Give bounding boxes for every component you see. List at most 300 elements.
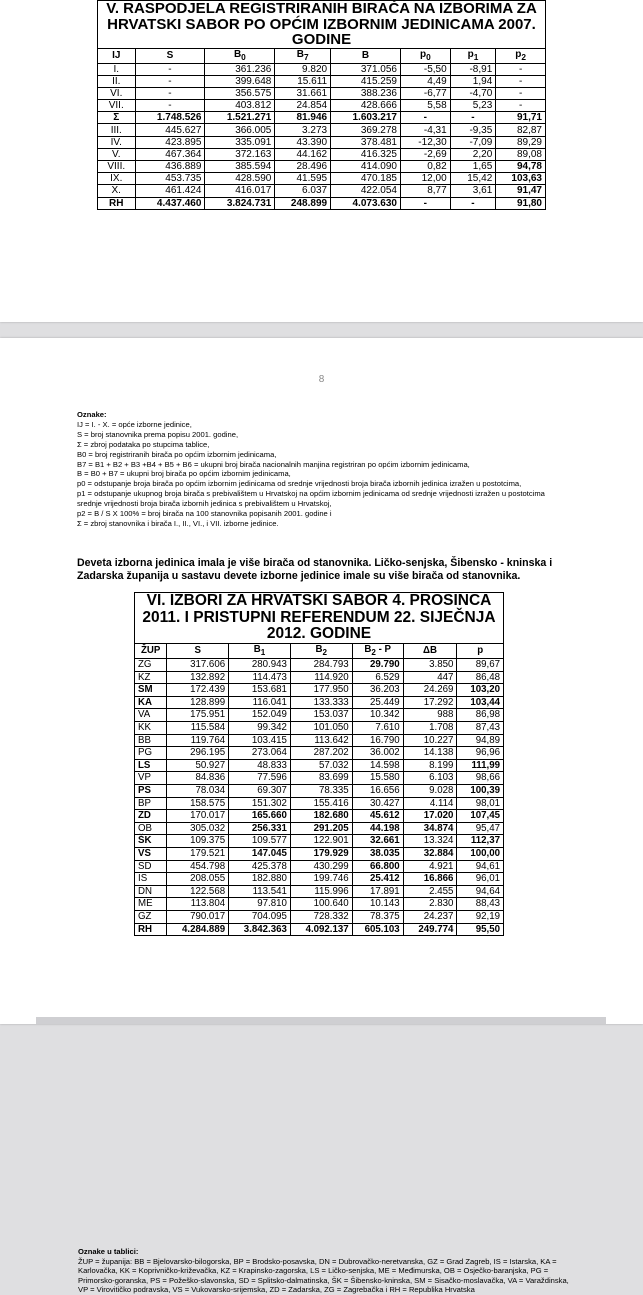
table-cell: 385.594: [205, 161, 275, 173]
legend-line: B = B0 + B7 = ukupni broj birača po općim izbornim jedinicama,: [77, 469, 291, 479]
table-cell: -: [496, 100, 546, 112]
legend-line: B0 = broj registriranih birača po općim izbornim jedinicama,: [77, 449, 277, 459]
table-cell: 103,20: [457, 684, 504, 697]
table-cell: 36.203: [352, 684, 403, 697]
table-row: [135, 822, 504, 835]
table-cell: 6.037: [275, 185, 331, 197]
table-cell: PG: [135, 747, 167, 760]
legend-title: Oznake u tablici:: [78, 1247, 139, 1256]
legend-line: B7 = B1 + B2 + B3 +B4 + B5 + B6 = ukupni broj birača nacionalnih manjina registriran po općim izbornim jedinicama,: [77, 459, 470, 469]
table-cell: 423.895: [135, 136, 205, 148]
table-cell: 98,01: [457, 797, 504, 810]
table-row: [135, 885, 504, 898]
table-cell: 1.603.217: [331, 112, 401, 124]
table-cell: 436.889: [135, 161, 205, 173]
table-cell: 249.774: [403, 923, 457, 936]
table-cell: 15.580: [352, 772, 403, 785]
table-cell: 177.950: [290, 684, 352, 697]
table-cell: -5,50: [401, 63, 451, 75]
table-cell: 172.439: [167, 684, 229, 697]
table-cell: KA: [135, 696, 167, 709]
table-cell: 95,47: [457, 822, 504, 835]
table-cell: 15,42: [450, 173, 496, 185]
table-row: [98, 161, 546, 173]
table-cell: 158.575: [167, 797, 229, 810]
table-row: [98, 136, 546, 148]
table-cell: 153.037: [290, 709, 352, 722]
col-header: $p_0$: [401, 48, 451, 63]
table-cell: 8.199: [403, 759, 457, 772]
table-cell: -8,91: [450, 63, 496, 75]
table-cell: LS: [135, 759, 167, 772]
table-cell: 1,65: [450, 161, 496, 173]
table-cell: 15.611: [275, 75, 331, 87]
table-cell: 4.073.630: [331, 197, 401, 209]
col-header: IJ: [98, 48, 136, 63]
table-cell: GZ: [135, 910, 167, 923]
table-cell: -4,70: [450, 87, 496, 99]
table-cell: 199.746: [290, 873, 352, 886]
col-header: B: [331, 48, 401, 63]
table-cell: 17.020: [403, 810, 457, 823]
legend-line: p2 = B / S X 100% = broj birača na 100 stanovnika popisanih 2001. godine i: [77, 509, 332, 519]
table-cell: -: [401, 112, 451, 124]
table-cell: 111,99: [457, 759, 504, 772]
table-cell: 422.054: [331, 185, 401, 197]
legend-line: S = broj stanovnika prema popisu 2001. godine,: [77, 429, 239, 439]
table-cell: ZD: [135, 810, 167, 823]
table-legend: [78, 1247, 578, 1295]
table-cell: KK: [135, 722, 167, 735]
table-row: [135, 923, 504, 936]
table-cell: 728.332: [290, 910, 352, 923]
table-cell: 208.055: [167, 873, 229, 886]
table-cell: 28.496: [275, 161, 331, 173]
table-cell: 100,00: [457, 847, 504, 860]
table-cell: 41.595: [275, 173, 331, 185]
table-cell: 2.455: [403, 885, 457, 898]
table-cell: 119.764: [167, 734, 229, 747]
table-cell: 99.342: [229, 722, 291, 735]
table-cell: 57.032: [290, 759, 352, 772]
table-cell: 78.375: [352, 910, 403, 923]
table-cell: 147.045: [229, 847, 291, 860]
table-cell: -6,77: [401, 87, 451, 99]
table-cell: 3.824.731: [205, 197, 275, 209]
table-cell: 115.996: [290, 885, 352, 898]
table-row: [135, 759, 504, 772]
table-cell: BP: [135, 797, 167, 810]
table-row: [98, 75, 546, 87]
table-cell: V.: [98, 148, 136, 160]
table-cell: IV.: [98, 136, 136, 148]
table-cell: 103,63: [496, 173, 546, 185]
col-header: S: [167, 643, 229, 659]
table-cell: 3.850: [403, 659, 457, 672]
table-cell: 296.195: [167, 747, 229, 760]
table-cell: 116.041: [229, 696, 291, 709]
table-cell: 9.028: [403, 784, 457, 797]
table-cell: 97.810: [229, 898, 291, 911]
table-row: [135, 860, 504, 873]
elections-2011-table: [134, 592, 504, 936]
table-cell: 6.529: [352, 671, 403, 684]
voter-distribution-2007-table: [97, 0, 546, 210]
table-cell: 414.090: [331, 161, 401, 173]
table-cell: 467.364: [135, 148, 205, 160]
table-cell: 100.640: [290, 898, 352, 911]
table-cell: 7.610: [352, 722, 403, 735]
table-row: [98, 112, 546, 124]
table-cell: RH: [98, 197, 136, 209]
table-cell: 87,43: [457, 722, 504, 735]
table-cell: 9.820: [275, 63, 331, 75]
table-cell: 81.946: [275, 112, 331, 124]
table-cell: 78.335: [290, 784, 352, 797]
table-row: [135, 722, 504, 735]
table-cell: 182.680: [290, 810, 352, 823]
table-cell: BB: [135, 734, 167, 747]
table-cell: X.: [98, 185, 136, 197]
table-cell: 96,01: [457, 873, 504, 886]
table-cell: IS: [135, 873, 167, 886]
table-cell: VIII.: [98, 161, 136, 173]
table-cell: 50.927: [167, 759, 229, 772]
document-page-1: [0, 0, 643, 322]
table-cell: 44.198: [352, 822, 403, 835]
table-cell: 790.017: [167, 910, 229, 923]
table-cell: 416.325: [331, 148, 401, 160]
table-cell: VA: [135, 709, 167, 722]
table-cell: -7,09: [450, 136, 496, 148]
table-cell: 36.002: [352, 747, 403, 760]
table-cell: 430.299: [290, 860, 352, 873]
table-cell: 447: [403, 671, 457, 684]
table-cell: 83.699: [290, 772, 352, 785]
table-cell: 4.284.889: [167, 923, 229, 936]
table-cell: 78.034: [167, 784, 229, 797]
table-header-row: [135, 643, 504, 659]
table-cell: 98,66: [457, 772, 504, 785]
table-cell: 256.331: [229, 822, 291, 835]
table-row: [135, 709, 504, 722]
legend-line: Σ = zbroj stanovnika i birača I., II., VI., i VII. izborne jedinice.: [77, 518, 279, 528]
table-cell: 179.929: [290, 847, 352, 860]
table-cell: 155.416: [290, 797, 352, 810]
table-cell: 14.598: [352, 759, 403, 772]
table-cell: OB: [135, 822, 167, 835]
legend-line: Σ = zbroj podataka po stupcima tablice,: [77, 439, 210, 449]
legend: [77, 410, 567, 529]
table-cell: 14.138: [403, 747, 457, 760]
table-cell: 1.708: [403, 722, 457, 735]
table-cell: 287.202: [290, 747, 352, 760]
col-header: ΔB: [403, 643, 457, 659]
table-row: [135, 847, 504, 860]
table-cell: 89,08: [496, 148, 546, 160]
table-cell: 372.163: [205, 148, 275, 160]
table-cell: 356.575: [205, 87, 275, 99]
table-cell: 371.056: [331, 63, 401, 75]
table-cell: 122.901: [290, 835, 352, 848]
summary-paragraph: Deveta izborna jedinica imala je više birača od stanovnika. Ličko-senjska, Šibensko - kninska i Zadarska županija u sastavu devete izborne jedinice imale su više birača od stanovnika.: [77, 557, 553, 582]
table-cell: 101.050: [290, 722, 352, 735]
table-cell: 88,43: [457, 898, 504, 911]
table-cell: 17.292: [403, 696, 457, 709]
table-cell: 461.424: [135, 185, 205, 197]
table-cell: 0,82: [401, 161, 451, 173]
table-cell: 704.095: [229, 910, 291, 923]
table-row: [98, 63, 546, 75]
table-row: [135, 835, 504, 848]
table-cell: 378.481: [331, 136, 401, 148]
table-cell: -: [135, 87, 205, 99]
table-cell: 428.590: [205, 173, 275, 185]
table-cell: 109.375: [167, 835, 229, 848]
table-cell: 86,98: [457, 709, 504, 722]
col-header: $p_2$: [496, 48, 546, 63]
table-cell: -: [496, 87, 546, 99]
table-cell: 2.830: [403, 898, 457, 911]
col-header: S: [135, 48, 205, 63]
table-row: [98, 87, 546, 99]
table-cell: 17.891: [352, 885, 403, 898]
table-row: [135, 784, 504, 797]
table-cell: 1.521.271: [205, 112, 275, 124]
table-row: [135, 696, 504, 709]
table-cell: 16.790: [352, 734, 403, 747]
table-title: VI. IZBORI ZA HRVATSKI SABOR 4. PROSINCA 2011. I PRISTUPNI REFERENDUM 22. SIJEČNJA 2012. GODINE: [135, 593, 504, 644]
legend-line: IJ = I. - X. = opće izborne jedinice,: [77, 419, 192, 429]
table-cell: 175.951: [167, 709, 229, 722]
table-cell: 445.627: [135, 124, 205, 136]
table-cell: 399.648: [205, 75, 275, 87]
table-cell: 24.854: [275, 100, 331, 112]
table-cell: 113.804: [167, 898, 229, 911]
col-header: $B_0$: [205, 48, 275, 63]
table-cell: -: [401, 197, 451, 209]
table-row: [98, 197, 546, 209]
table-row: [98, 148, 546, 160]
col-header: $B_1$: [229, 643, 291, 659]
table-header-row: [98, 48, 546, 63]
table-cell: 1.748.526: [135, 112, 205, 124]
table-cell: 44.162: [275, 148, 331, 160]
table-cell: 122.568: [167, 885, 229, 898]
table-cell: 92,19: [457, 910, 504, 923]
table-cell: 95,50: [457, 923, 504, 936]
col-header: $B_2$: [290, 643, 352, 659]
table-cell: 94,89: [457, 734, 504, 747]
table-cell: 24.237: [403, 910, 457, 923]
table-cell: 4.114: [403, 797, 457, 810]
table-cell: 84.836: [167, 772, 229, 785]
col-header: ŽUP: [135, 643, 167, 659]
table-cell: 112,37: [457, 835, 504, 848]
table-cell: 4.437.460: [135, 197, 205, 209]
table-cell: -: [496, 63, 546, 75]
table-cell: 16.866: [403, 873, 457, 886]
table-row: [98, 124, 546, 136]
table-cell: 428.666: [331, 100, 401, 112]
table-cell: 45.612: [352, 810, 403, 823]
col-header: $p_1$: [450, 48, 496, 63]
table-cell: 69.307: [229, 784, 291, 797]
col-header: $B_2$ - P: [352, 643, 403, 659]
table-cell: 128.899: [167, 696, 229, 709]
table-row: [135, 898, 504, 911]
table-cell: 280.943: [229, 659, 291, 672]
table-cell: 1,94: [450, 75, 496, 87]
table-cell: 153.681: [229, 684, 291, 697]
table-cell: 25.449: [352, 696, 403, 709]
table-cell: 12,00: [401, 173, 451, 185]
table-cell: SM: [135, 684, 167, 697]
table-cell: 38.035: [352, 847, 403, 860]
table-row: [135, 659, 504, 672]
table-cell: 10.143: [352, 898, 403, 911]
table-row: [135, 910, 504, 923]
table-cell: 403.812: [205, 100, 275, 112]
table-cell: IX.: [98, 173, 136, 185]
table-row: [98, 185, 546, 197]
table-cell: -: [135, 75, 205, 87]
table-cell: 4,49: [401, 75, 451, 87]
table-cell: 103.415: [229, 734, 291, 747]
table-cell: -: [450, 112, 496, 124]
table-cell: 10.342: [352, 709, 403, 722]
document-page-2: [0, 338, 643, 1295]
table-cell: 248.899: [275, 197, 331, 209]
table-cell: 25.412: [352, 873, 403, 886]
table-cell: -9,35: [450, 124, 496, 136]
table-cell: 170.017: [167, 810, 229, 823]
table-cell: 91,80: [496, 197, 546, 209]
table-cell: 284.793: [290, 659, 352, 672]
table-cell: -4,31: [401, 124, 451, 136]
table-cell: -: [496, 75, 546, 87]
table-cell: 416.017: [205, 185, 275, 197]
table-row: [135, 734, 504, 747]
table-row: [135, 772, 504, 785]
table-cell: 113.642: [290, 734, 352, 747]
legend-line: p0 = odstupanje broja birača po općim izbornim jedinicama od srednje vrijednosti broja birača izbornih jedinica izražen u postotcima,: [77, 479, 522, 489]
table-cell: 453.735: [135, 173, 205, 185]
table-cell: 2,20: [450, 148, 496, 160]
table-cell: ŠK: [135, 835, 167, 848]
table-body: [98, 63, 546, 209]
table-row: [135, 671, 504, 684]
table-cell: -: [450, 197, 496, 209]
table-cell: 415.259: [331, 75, 401, 87]
table-cell: PS: [135, 784, 167, 797]
table-cell: 43.390: [275, 136, 331, 148]
table-cell: 16.656: [352, 784, 403, 797]
table-cell: 369.278: [331, 124, 401, 136]
table-cell: 317.606: [167, 659, 229, 672]
table-cell: 109.577: [229, 835, 291, 848]
table-cell: VP: [135, 772, 167, 785]
table-cell: 89,29: [496, 136, 546, 148]
table-cell: 182.880: [229, 873, 291, 886]
table-row: [135, 810, 504, 823]
table-cell: 103,44: [457, 696, 504, 709]
table-cell: 114.920: [290, 671, 352, 684]
table-cell: 470.185: [331, 173, 401, 185]
table-cell: 5,23: [450, 100, 496, 112]
table-cell: 305.032: [167, 822, 229, 835]
table-cell: 86,48: [457, 671, 504, 684]
table-cell: II.: [98, 75, 136, 87]
table-cell: 425.378: [229, 860, 291, 873]
table-cell: 32.661: [352, 835, 403, 848]
table-cell: -: [135, 100, 205, 112]
table-cell: SD: [135, 860, 167, 873]
table-cell: 24.269: [403, 684, 457, 697]
table-cell: 335.091: [205, 136, 275, 148]
table-cell: ZG: [135, 659, 167, 672]
legend-text: ŽUP = županija: BB = Bjelovarsko-bilogorska, BP = Brodsko-posavska, DN = Dubrovačko-neretvanska, GZ = Grad Zagreb, IS = Istarska, KA = Karlovačka, KK = Koprivničko-križevačka, KZ = Krapinsko-zagorska, LS = Ličko-senjska, ME = Međimurska, OB = Osječko-baranjska, PG = Primorsko-goranska, PS = Požeško-slavonska, SD = Splitsko-dalmatinska, ŠK = Šibensko-kninska, SM = Sisačko-moslavačka, VA = Varaždinska, VP = Virovitičko podravska, VS = Vukovarsko-srijemska, ZD = Zadarska, ZG = Zagrebačka i RH = Republika Hrvatska: [78, 1256, 569, 1295]
table-cell: 366.005: [205, 124, 275, 136]
legend-line: p1 = odstupanje ukupnog broja birača s prebivalištem u Hrvatskoj na općim izbornim jedinicama od srednje vrijednosti izražen u postotcima srednje vrijednosti broja birača izbornih jedinica s prebivalištem u Hrvatskoj,: [77, 489, 545, 509]
table-cell: 4.921: [403, 860, 457, 873]
table-cell: 273.064: [229, 747, 291, 760]
table-cell: 3.842.363: [229, 923, 291, 936]
table-cell: 115.584: [167, 722, 229, 735]
table-body: [135, 659, 504, 936]
table-row: [135, 684, 504, 697]
table-cell: 179.521: [167, 847, 229, 860]
table-cell: 151.302: [229, 797, 291, 810]
table-cell: 66.800: [352, 860, 403, 873]
table-cell: 454.798: [167, 860, 229, 873]
table-cell: 13.324: [403, 835, 457, 848]
table-cell: KZ: [135, 671, 167, 684]
table-title: V. RASPODJELA REGISTRIRANIH BIRAČA NA IZBORIMA ZA HRVATSKI SABOR PO OPĆIM IZBORNIM JEDINICAMA 2007. GODINE: [98, 1, 546, 49]
legend-title: Oznake:: [77, 410, 107, 419]
table-cell: 29.790: [352, 659, 403, 672]
table-cell: 91,71: [496, 112, 546, 124]
table-cell: VS: [135, 847, 167, 860]
table-cell: 31.661: [275, 87, 331, 99]
table-cell: 77.596: [229, 772, 291, 785]
table-row: [98, 100, 546, 112]
table-row: [135, 873, 504, 886]
col-header: $B_7$: [275, 48, 331, 63]
table-cell: 133.333: [290, 696, 352, 709]
table-cell: 100,39: [457, 784, 504, 797]
table-cell: 94,78: [496, 161, 546, 173]
table-cell: Σ: [98, 112, 136, 124]
table-cell: III.: [98, 124, 136, 136]
table-row: [98, 173, 546, 185]
table-cell: RH: [135, 923, 167, 936]
table-cell: -2,69: [401, 148, 451, 160]
page-number: 8: [318, 374, 325, 385]
next-page-edge: [36, 1017, 606, 1024]
table-cell: 988: [403, 709, 457, 722]
table-cell: 361.236: [205, 63, 275, 75]
table-cell: 113.541: [229, 885, 291, 898]
table-cell: 5,58: [401, 100, 451, 112]
table-cell: 4.092.137: [290, 923, 352, 936]
table-cell: 388.236: [331, 87, 401, 99]
table-cell: 96,96: [457, 747, 504, 760]
table-cell: DN: [135, 885, 167, 898]
table-cell: 89,67: [457, 659, 504, 672]
table-row: [135, 797, 504, 810]
table-cell: 605.103: [352, 923, 403, 936]
